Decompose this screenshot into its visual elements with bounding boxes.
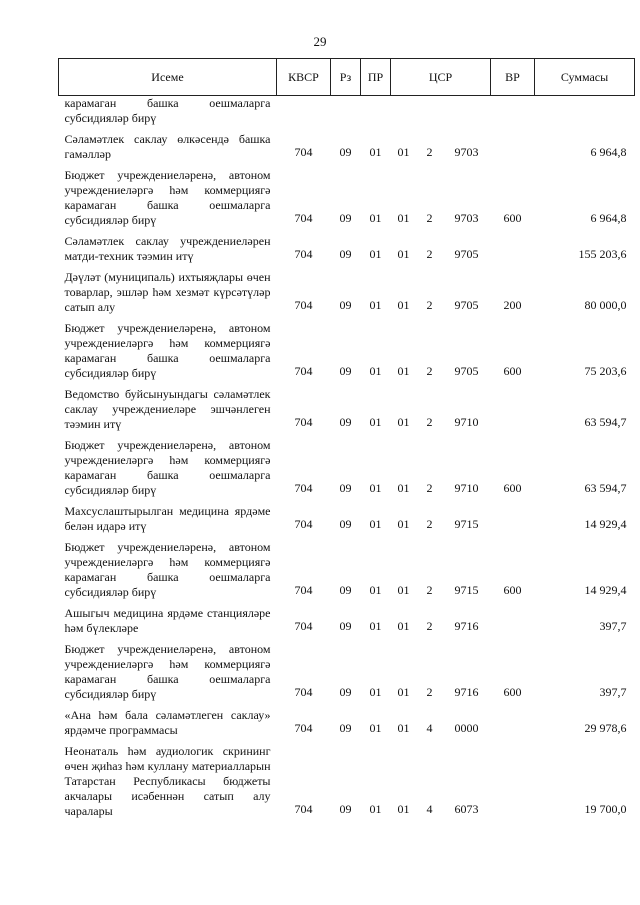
- cell-pr: 01: [369, 415, 382, 429]
- cell-name: Бюджет учреждениеләренә, автоном учреждениеләргә һәм коммерциягә карамаган башка оешмаларга субсидияләр бирү: [64, 168, 271, 227]
- table-row: [59, 228, 635, 264]
- cell-sum: 397,7: [599, 619, 627, 633]
- cell-csr-3: 9703: [454, 211, 479, 225]
- cell-pr: 01: [369, 481, 382, 495]
- cell-csr-3: 6073: [454, 802, 479, 816]
- table-row: [59, 636, 635, 702]
- cell-name: Дәүләт (муниципаль) ихтыяҗлары өчен товарлар, эшләр һәм хезмәт күрсәтүләр сатып алу: [64, 270, 271, 314]
- cell-csr-2: 2: [426, 481, 433, 495]
- cell-csr-2: 2: [426, 211, 433, 225]
- cell-name: карамаган башка оешмаларга субсидияләр бирү: [64, 96, 271, 125]
- cell-vr: 600: [503, 211, 522, 225]
- cell-csr-2: 2: [426, 619, 433, 633]
- cell-rz: 09: [339, 481, 352, 495]
- cell-vr: [491, 126, 535, 162]
- header-kvsr: КВСР: [277, 59, 331, 96]
- cell-vr: [491, 228, 535, 264]
- cell-sum: 19 700,0: [584, 802, 627, 816]
- cell-rz: 09: [339, 517, 352, 531]
- cell-pr: 01: [369, 298, 382, 312]
- cell-rz: 09: [339, 415, 352, 429]
- cell-csr-3: 9710: [454, 415, 479, 429]
- cell-vr: [491, 702, 535, 738]
- cell-kvsr: 704: [294, 481, 313, 495]
- cell-sum: 155 203,6: [578, 247, 627, 261]
- cell-kvsr: 704: [294, 298, 313, 312]
- cell-pr: 01: [369, 145, 382, 159]
- cell-pr: 01: [369, 619, 382, 633]
- cell-csr-3: 9710: [454, 481, 479, 495]
- cell-name: Бюджет учреждениеләренә, автоном учреждениеләргә һәм коммерциягә карамаган башка оешмаларга субсидияләр бирү: [64, 321, 271, 380]
- cell-csr-2: [417, 96, 443, 127]
- table-row: [59, 264, 635, 315]
- cell-sum: 6 964,8: [590, 145, 627, 159]
- cell-name: Махсуслаштырылган медицина ярдәме белән идарә итү: [64, 504, 271, 533]
- cell-rz: [331, 96, 361, 127]
- cell-kvsr: 704: [294, 415, 313, 429]
- header-csr: ЦСР: [391, 59, 491, 96]
- cell-pr: 01: [369, 802, 382, 816]
- cell-sum: 6 964,8: [590, 211, 627, 225]
- table-header-row: [59, 59, 635, 96]
- table-row: [59, 162, 635, 228]
- cell-sum: 80 000,0: [584, 298, 627, 312]
- cell-rz: 09: [339, 364, 352, 378]
- cell-kvsr: [277, 96, 331, 127]
- cell-kvsr: 704: [294, 685, 313, 699]
- table-row: [59, 702, 635, 738]
- cell-sum: 63 594,7: [584, 415, 627, 429]
- cell-csr-3: [443, 96, 491, 127]
- cell-rz: 09: [339, 145, 352, 159]
- cell-csr-1: 01: [397, 415, 410, 429]
- cell-sum: 63 594,7: [584, 481, 627, 495]
- cell-rz: 09: [339, 685, 352, 699]
- cell-csr-1: 01: [397, 721, 410, 735]
- table-row: [59, 738, 635, 819]
- header-pr: ПР: [361, 59, 391, 96]
- cell-kvsr: 704: [294, 364, 313, 378]
- cell-pr: [361, 96, 391, 127]
- cell-csr-1: 01: [397, 517, 410, 531]
- cell-kvsr: 704: [294, 619, 313, 633]
- cell-csr-1: 01: [397, 802, 410, 816]
- cell-kvsr: 704: [294, 802, 313, 816]
- cell-pr: 01: [369, 721, 382, 735]
- cell-csr-2: 2: [426, 517, 433, 531]
- cell-kvsr: 704: [294, 145, 313, 159]
- cell-csr-1: 01: [397, 685, 410, 699]
- cell-sum: 29 978,6: [584, 721, 627, 735]
- cell-rz: 09: [339, 802, 352, 816]
- cell-pr: 01: [369, 583, 382, 597]
- header-rz: Рз: [331, 59, 361, 96]
- cell-rz: 09: [339, 721, 352, 735]
- cell-csr-1: 01: [397, 619, 410, 633]
- cell-csr-1: [391, 96, 417, 127]
- cell-pr: 01: [369, 211, 382, 225]
- cell-name: Сәламәтлек саклау учреждениеләрен матди-техник тәэмин итү: [64, 234, 271, 263]
- cell-vr: 600: [503, 583, 522, 597]
- cell-name: Ведомство буйсынуындагы сәламәтлек саклау учреждениеләре эшчәнлеген тәэмин итү: [64, 387, 271, 431]
- header-name: Исеме: [59, 59, 277, 96]
- cell-kvsr: 704: [294, 211, 313, 225]
- table-row: [59, 96, 635, 127]
- table-row: [59, 432, 635, 498]
- cell-csr-2: 2: [426, 583, 433, 597]
- cell-name: «Ана һәм бала сәламәтлеген саклау» ярдәмче программасы: [64, 708, 271, 737]
- cell-csr-2: 2: [426, 415, 433, 429]
- cell-kvsr: 704: [294, 721, 313, 735]
- cell-csr-3: 9705: [454, 364, 479, 378]
- table-row: [59, 498, 635, 534]
- table-row: [59, 534, 635, 600]
- cell-vr: [491, 738, 535, 819]
- table-row: [59, 126, 635, 162]
- cell-name: Бюджет учреждениеләренә, автоном учреждениеләргә һәм коммерциягә карамаган башка оешмаларга субсидияләр бирү: [64, 438, 271, 497]
- cell-csr-2: 2: [426, 364, 433, 378]
- table-row: [59, 381, 635, 432]
- cell-csr-2: 4: [426, 802, 433, 816]
- table-row: [59, 315, 635, 381]
- cell-csr-3: 9715: [454, 517, 479, 531]
- cell-name: Неонаталь һәм аудиологик скрининг өчен җиһаз һәм куллану материалларын Татарстан Республикасы бюджеты акчалары исәбеннән сатып алу чаралары: [64, 744, 271, 818]
- cell-csr-1: 01: [397, 211, 410, 225]
- cell-kvsr: 704: [294, 583, 313, 597]
- cell-sum: 397,7: [599, 685, 627, 699]
- cell-vr: [491, 600, 535, 636]
- table-body: [59, 96, 635, 820]
- cell-kvsr: 704: [294, 517, 313, 531]
- cell-csr-3: 9705: [454, 247, 479, 261]
- budget-table: [58, 58, 635, 819]
- cell-csr-1: 01: [397, 145, 410, 159]
- cell-rz: 09: [339, 619, 352, 633]
- cell-rz: 09: [339, 298, 352, 312]
- cell-name: Бюджет учреждениеләренә, автоном учреждениеләргә һәм коммерциягә карамаган башка оешмаларга субсидияләр бирү: [64, 540, 271, 599]
- cell-rz: 09: [339, 583, 352, 597]
- cell-csr-3: 9705: [454, 298, 479, 312]
- cell-name: Сәламәтлек саклау өлкәсендә башка гамәлләр: [64, 132, 271, 161]
- cell-pr: 01: [369, 247, 382, 261]
- cell-sum: 14 929,4: [584, 583, 627, 597]
- cell-csr-2: 4: [426, 721, 433, 735]
- cell-pr: 01: [369, 364, 382, 378]
- cell-csr-2: 2: [426, 247, 433, 261]
- cell-csr-3: 9715: [454, 583, 479, 597]
- cell-csr-2: 2: [426, 298, 433, 312]
- cell-vr: [491, 498, 535, 534]
- cell-csr-1: 01: [397, 481, 410, 495]
- cell-csr-1: 01: [397, 364, 410, 378]
- cell-name: Ашыгыч медицина ярдәме станцияләре һәм бүлекләре: [64, 606, 271, 635]
- cell-sum: [535, 96, 635, 127]
- cell-csr-2: 2: [426, 145, 433, 159]
- cell-kvsr: 704: [294, 247, 313, 261]
- cell-rz: 09: [339, 247, 352, 261]
- cell-csr-1: 01: [397, 583, 410, 597]
- header-sum: Суммасы: [535, 59, 635, 96]
- cell-csr-3: 0000: [454, 721, 479, 735]
- table-row: [59, 600, 635, 636]
- cell-vr: 600: [503, 481, 522, 495]
- cell-sum: 75 203,6: [584, 364, 627, 378]
- cell-vr: 200: [503, 298, 522, 312]
- header-vr: ВР: [491, 59, 535, 96]
- cell-rz: 09: [339, 211, 352, 225]
- page-number: 29: [313, 34, 327, 49]
- cell-csr-3: 9716: [454, 685, 479, 699]
- cell-name: Бюджет учреждениеләренә, автоном учреждениеләргә һәм коммерциягә карамаган башка оешмаларга субсидияләр бирү: [64, 642, 271, 701]
- cell-csr-1: 01: [397, 298, 410, 312]
- cell-vr: [491, 96, 535, 127]
- cell-csr-3: 9716: [454, 619, 479, 633]
- cell-sum: 14 929,4: [584, 517, 627, 531]
- cell-csr-3: 9703: [454, 145, 479, 159]
- cell-pr: 01: [369, 685, 382, 699]
- cell-csr-1: 01: [397, 247, 410, 261]
- cell-csr-2: 2: [426, 685, 433, 699]
- cell-vr: [491, 381, 535, 432]
- cell-pr: 01: [369, 517, 382, 531]
- cell-vr: 600: [503, 685, 522, 699]
- cell-vr: 600: [503, 364, 522, 378]
